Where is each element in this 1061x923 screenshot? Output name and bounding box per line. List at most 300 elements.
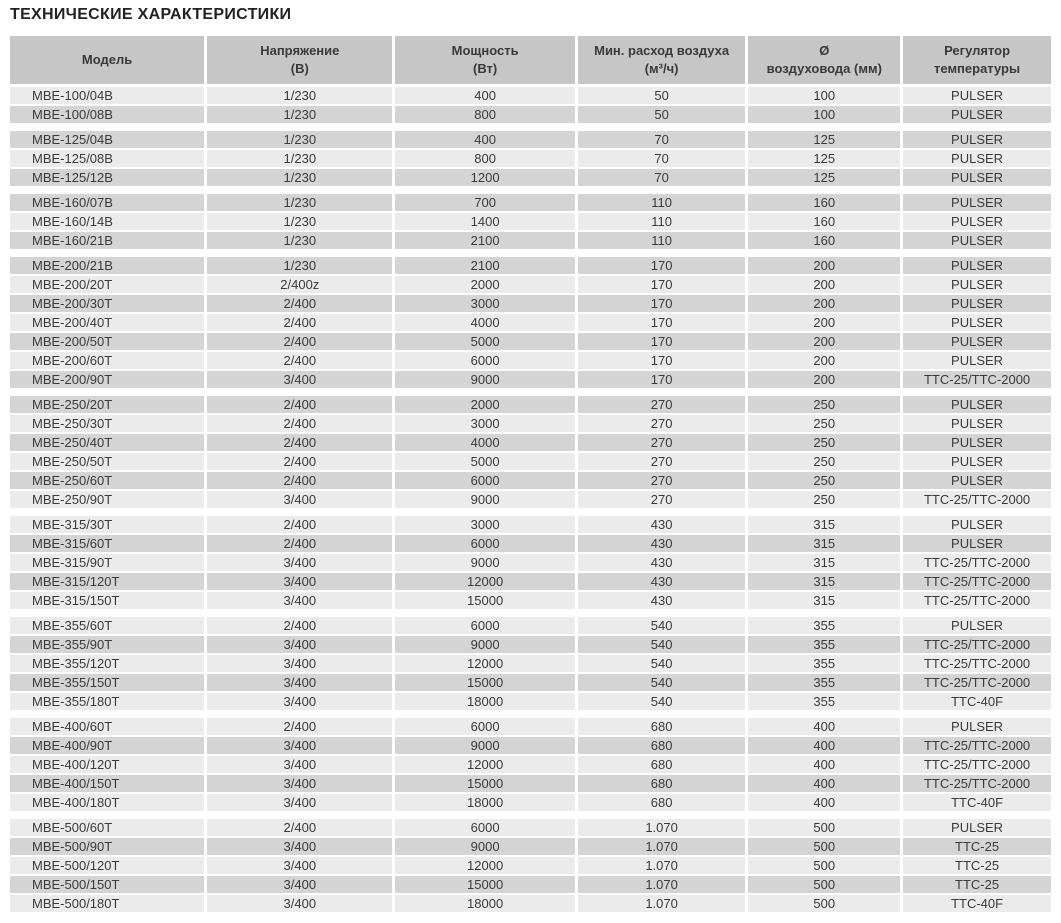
cell-voltage: 1/230 [207,131,392,148]
cell-model: MBE-315/90T [10,554,204,571]
table-row [10,434,1051,451]
cell-duct: 250 [748,396,900,413]
cell-power: 9000 [395,491,574,508]
cell-duct: 400 [748,756,900,773]
cell-duct: 250 [748,472,900,489]
cell-model: MBE-355/90T [10,636,204,653]
cell-voltage: 3/400 [207,573,392,590]
cell-power: 3000 [395,295,574,312]
cell-regulator: TTC-25/TTC-2000 [903,573,1051,590]
cell-model: MBE-315/30T [10,516,204,533]
cell-power: 15000 [395,775,574,792]
table-row [10,169,1051,186]
cell-regulator: PULSER [903,213,1051,230]
cell-voltage: 2/400 [207,535,392,552]
table-row [10,876,1051,893]
cell-airflow: 680 [578,718,746,735]
table-row [10,718,1051,735]
cell-voltage: 2/400 [207,333,392,350]
cell-duct: 400 [748,775,900,792]
table-row [10,194,1051,211]
cell-airflow: 50 [578,87,746,104]
cell-airflow: 270 [578,453,746,470]
cell-power: 18000 [395,794,574,811]
cell-voltage: 2/400 [207,434,392,451]
cell-duct: 200 [748,257,900,274]
table-row [10,535,1051,552]
cell-voltage: 1/230 [207,257,392,274]
cell-power: 800 [395,150,574,167]
cell-voltage: 2/400 [207,516,392,533]
cell-power: 6000 [395,819,574,836]
cell-regulator: PULSER [903,434,1051,451]
cell-model: MBE-200/50T [10,333,204,350]
cell-regulator: PULSER [903,819,1051,836]
col-header-line1: Модель [81,51,133,67]
cell-duct: 250 [748,491,900,508]
cell-power: 12000 [395,655,574,672]
cell-power: 1400 [395,213,574,230]
cell-power: 12000 [395,573,574,590]
cell-duct: 125 [748,169,900,186]
cell-power: 2000 [395,396,574,413]
cell-airflow: 430 [578,516,746,533]
col-header-duct [748,36,900,84]
table-row [10,857,1051,874]
cell-duct: 200 [748,295,900,312]
cell-airflow: 540 [578,636,746,653]
table-row [10,352,1051,369]
cell-duct: 250 [748,415,900,432]
cell-duct: 400 [748,718,900,735]
cell-power: 3000 [395,516,574,533]
cell-regulator: TTC-25/TTC-2000 [903,554,1051,571]
cell-airflow: 1.070 [578,895,746,912]
cell-airflow: 430 [578,573,746,590]
cell-airflow: 170 [578,352,746,369]
table-row [10,617,1051,634]
table-row [10,674,1051,691]
model-group [10,87,1051,123]
cell-regulator: TTC-25/TTC-2000 [903,592,1051,609]
col-header-line2: температуры [934,60,1021,76]
cell-regulator: PULSER [903,276,1051,293]
table-row [10,775,1051,792]
table-row [10,472,1051,489]
cell-model: MBE-200/60T [10,352,204,369]
cell-airflow: 270 [578,472,746,489]
cell-duct: 500 [748,819,900,836]
cell-duct: 355 [748,617,900,634]
table-row [10,106,1051,123]
cell-power: 2000 [395,276,574,293]
cell-model: MBE-500/90T [10,838,204,855]
cell-power: 5000 [395,453,574,470]
cell-voltage: 3/400 [207,895,392,912]
model-group [10,516,1051,609]
cell-regulator: PULSER [903,516,1051,533]
cell-model: MBE-160/21B [10,232,204,249]
cell-voltage: 3/400 [207,876,392,893]
table-row [10,655,1051,672]
cell-voltage: 3/400 [207,554,392,571]
cell-regulator: PULSER [903,232,1051,249]
cell-power: 18000 [395,895,574,912]
cell-model: MBE-250/60T [10,472,204,489]
cell-airflow: 270 [578,434,746,451]
cell-regulator: PULSER [903,453,1051,470]
cell-model: MBE-400/60T [10,718,204,735]
cell-regulator: TTC-40F [903,794,1051,811]
cell-airflow: 540 [578,674,746,691]
cell-voltage: 2/400 [207,453,392,470]
cell-regulator: PULSER [903,257,1051,274]
cell-power: 9000 [395,737,574,754]
cell-voltage: 2/400 [207,617,392,634]
cell-model: MBE-400/120T [10,756,204,773]
col-header-line1: Регулятор [944,42,1011,58]
table-row [10,150,1051,167]
cell-model: MBE-200/20T [10,276,204,293]
cell-power: 4000 [395,314,574,331]
cell-duct: 125 [748,131,900,148]
cell-airflow: 270 [578,396,746,413]
model-group [10,257,1051,388]
cell-duct: 500 [748,876,900,893]
cell-airflow: 1.070 [578,838,746,855]
col-header-line2: (В) [290,60,309,76]
cell-airflow: 50 [578,106,746,123]
cell-regulator: TTC-25 [903,876,1051,893]
table-row [10,737,1051,754]
cell-model: MBE-250/20T [10,396,204,413]
table-body [10,87,1051,912]
col-header-line2: (м³/ч) [644,60,679,76]
cell-voltage: 1/230 [207,150,392,167]
cell-voltage: 2/400 [207,718,392,735]
cell-airflow: 110 [578,213,746,230]
cell-model: MBE-200/40T [10,314,204,331]
cell-voltage: 3/400 [207,857,392,874]
cell-model: MBE-250/30T [10,415,204,432]
cell-model: MBE-200/90T [10,371,204,388]
cell-duct: 315 [748,516,900,533]
table-row [10,314,1051,331]
cell-regulator: PULSER [903,333,1051,350]
cell-power: 15000 [395,876,574,893]
cell-power: 4000 [395,434,574,451]
col-header-line1: Ø [819,42,830,58]
cell-model: MBE-250/90T [10,491,204,508]
col-header-line1: Мощность [451,42,519,58]
model-group [10,617,1051,710]
cell-duct: 100 [748,87,900,104]
cell-voltage: 3/400 [207,794,392,811]
cell-model: MBE-500/150T [10,876,204,893]
col-header-model [10,36,204,84]
cell-model: MBE-400/150T [10,775,204,792]
cell-voltage: 1/230 [207,87,392,104]
cell-duct: 100 [748,106,900,123]
cell-duct: 200 [748,352,900,369]
cell-duct: 400 [748,737,900,754]
cell-airflow: 430 [578,535,746,552]
cell-model: MBE-355/60T [10,617,204,634]
table-row [10,333,1051,350]
table-row [10,415,1051,432]
cell-regulator: TTC-25/TTC-2000 [903,775,1051,792]
cell-power: 5000 [395,333,574,350]
cell-power: 6000 [395,472,574,489]
cell-power: 12000 [395,756,574,773]
table-row [10,257,1051,274]
table-row [10,554,1051,571]
cell-duct: 200 [748,276,900,293]
cell-airflow: 270 [578,491,746,508]
cell-voltage: 3/400 [207,636,392,653]
cell-regulator: PULSER [903,106,1051,123]
cell-model: MBE-200/30T [10,295,204,312]
cell-voltage: 1/230 [207,169,392,186]
cell-regulator: TTC-25 [903,838,1051,855]
cell-model: MBE-100/04B [10,87,204,104]
cell-regulator: PULSER [903,472,1051,489]
cell-power: 12000 [395,857,574,874]
cell-model: MBE-315/120T [10,573,204,590]
cell-model: MBE-400/90T [10,737,204,754]
cell-airflow: 680 [578,775,746,792]
cell-power: 9000 [395,554,574,571]
cell-power: 6000 [395,352,574,369]
cell-regulator: TTC-40F [903,895,1051,912]
cell-airflow: 680 [578,737,746,754]
cell-duct: 355 [748,693,900,710]
cell-power: 6000 [395,535,574,552]
cell-duct: 400 [748,794,900,811]
model-group [10,819,1051,912]
col-header-power [395,36,574,84]
cell-regulator: TTC-25/TTC-2000 [903,737,1051,754]
cell-duct: 125 [748,150,900,167]
page-title: ТЕХНИЧЕСКИЕ ХАРАКТЕРИСТИКИ [10,6,292,23]
cell-power: 3000 [395,415,574,432]
table-row [10,276,1051,293]
cell-duct: 200 [748,371,900,388]
cell-voltage: 1/230 [207,106,392,123]
cell-duct: 500 [748,857,900,874]
col-header-airflow [578,36,746,84]
cell-regulator: TTC-25/TTC-2000 [903,756,1051,773]
cell-duct: 160 [748,232,900,249]
cell-voltage: 2/400z [207,276,392,293]
cell-voltage: 2/400 [207,819,392,836]
cell-power: 9000 [395,371,574,388]
table-row [10,87,1051,104]
table-row [10,213,1051,230]
cell-regulator: PULSER [903,617,1051,634]
cell-regulator: TTC-25 [903,857,1051,874]
cell-airflow: 680 [578,794,746,811]
table-row [10,895,1051,912]
cell-duct: 200 [748,333,900,350]
table-row [10,592,1051,609]
cell-duct: 500 [748,895,900,912]
cell-voltage: 3/400 [207,674,392,691]
table-row [10,371,1051,388]
cell-model: MBE-100/08B [10,106,204,123]
cell-voltage: 3/400 [207,592,392,609]
cell-voltage: 2/400 [207,352,392,369]
cell-duct: 315 [748,592,900,609]
cell-model: MBE-355/150T [10,674,204,691]
cell-regulator: TTC-40F [903,693,1051,710]
cell-duct: 355 [748,674,900,691]
cell-duct: 200 [748,314,900,331]
cell-power: 700 [395,194,574,211]
cell-voltage: 3/400 [207,775,392,792]
model-group [10,194,1051,249]
cell-regulator: PULSER [903,415,1051,432]
cell-regulator: TTC-25/TTC-2000 [903,371,1051,388]
cell-voltage: 3/400 [207,693,392,710]
cell-regulator: PULSER [903,352,1051,369]
specs-table [10,36,1051,912]
model-group [10,718,1051,811]
cell-voltage: 3/400 [207,371,392,388]
cell-voltage: 2/400 [207,314,392,331]
cell-regulator: PULSER [903,535,1051,552]
cell-airflow: 170 [578,276,746,293]
table-row [10,295,1051,312]
cell-duct: 250 [748,453,900,470]
cell-airflow: 680 [578,756,746,773]
cell-voltage: 3/400 [207,737,392,754]
cell-regulator: TTC-25/TTC-2000 [903,655,1051,672]
cell-power: 9000 [395,838,574,855]
cell-model: MBE-355/120T [10,655,204,672]
model-group [10,396,1051,508]
cell-duct: 315 [748,535,900,552]
cell-model: MBE-160/14B [10,213,204,230]
col-header-line1: Напряжение [260,42,340,58]
cell-airflow: 170 [578,295,746,312]
cell-airflow: 1.070 [578,819,746,836]
cell-power: 18000 [395,693,574,710]
cell-airflow: 70 [578,131,746,148]
table-row [10,693,1051,710]
cell-airflow: 110 [578,232,746,249]
cell-power: 9000 [395,636,574,653]
table-row [10,491,1051,508]
cell-regulator: TTC-25/TTC-2000 [903,491,1051,508]
cell-voltage: 3/400 [207,756,392,773]
cell-model: MBE-250/50T [10,453,204,470]
cell-airflow: 270 [578,415,746,432]
table-row [10,453,1051,470]
cell-model: MBE-400/180T [10,794,204,811]
table-row [10,516,1051,533]
cell-airflow: 1.070 [578,857,746,874]
cell-duct: 315 [748,573,900,590]
cell-model: MBE-315/150T [10,592,204,609]
cell-regulator: PULSER [903,718,1051,735]
table-row [10,573,1051,590]
col-header-voltage [207,36,392,84]
col-header-line2: воздуховода (мм) [766,60,882,76]
cell-duct: 160 [748,194,900,211]
cell-power: 1200 [395,169,574,186]
col-header-line2: (Вт) [473,60,498,76]
cell-power: 15000 [395,592,574,609]
table-row [10,131,1051,148]
cell-airflow: 170 [578,333,746,350]
cell-voltage: 3/400 [207,655,392,672]
cell-airflow: 540 [578,617,746,634]
cell-duct: 500 [748,838,900,855]
cell-duct: 355 [748,636,900,653]
cell-power: 800 [395,106,574,123]
cell-airflow: 430 [578,554,746,571]
cell-regulator: PULSER [903,87,1051,104]
cell-voltage: 2/400 [207,415,392,432]
cell-duct: 355 [748,655,900,672]
cell-model: MBE-500/180T [10,895,204,912]
cell-model: MBE-125/04B [10,131,204,148]
cell-airflow: 110 [578,194,746,211]
cell-model: MBE-500/120T [10,857,204,874]
cell-power: 2100 [395,232,574,249]
table-row [10,636,1051,653]
cell-voltage: 2/400 [207,472,392,489]
cell-power: 2100 [395,257,574,274]
cell-voltage: 1/230 [207,213,392,230]
cell-airflow: 430 [578,592,746,609]
table-row [10,396,1051,413]
cell-voltage: 2/400 [207,295,392,312]
cell-regulator: TTC-25/TTC-2000 [903,636,1051,653]
cell-regulator: TTC-25/TTC-2000 [903,674,1051,691]
table-row [10,756,1051,773]
col-header-line1: Мин. расход воздуха [594,42,730,58]
cell-regulator: PULSER [903,131,1051,148]
cell-airflow: 540 [578,655,746,672]
model-group [10,131,1051,186]
cell-airflow: 70 [578,169,746,186]
cell-voltage: 1/230 [207,232,392,249]
cell-voltage: 2/400 [207,396,392,413]
table-header [10,36,1051,84]
cell-power: 6000 [395,617,574,634]
cell-duct: 160 [748,213,900,230]
cell-model: MBE-125/12B [10,169,204,186]
cell-regulator: PULSER [903,295,1051,312]
table-row [10,794,1051,811]
cell-airflow: 170 [578,314,746,331]
cell-power: 400 [395,87,574,104]
cell-voltage: 3/400 [207,838,392,855]
cell-voltage: 3/400 [207,491,392,508]
cell-regulator: PULSER [903,396,1051,413]
table-row [10,819,1051,836]
table-row [10,838,1051,855]
cell-airflow: 1.070 [578,876,746,893]
table-row [10,232,1051,249]
cell-airflow: 70 [578,150,746,167]
cell-regulator: PULSER [903,169,1051,186]
col-header-regulator [903,36,1051,84]
cell-power: 400 [395,131,574,148]
cell-regulator: PULSER [903,314,1051,331]
